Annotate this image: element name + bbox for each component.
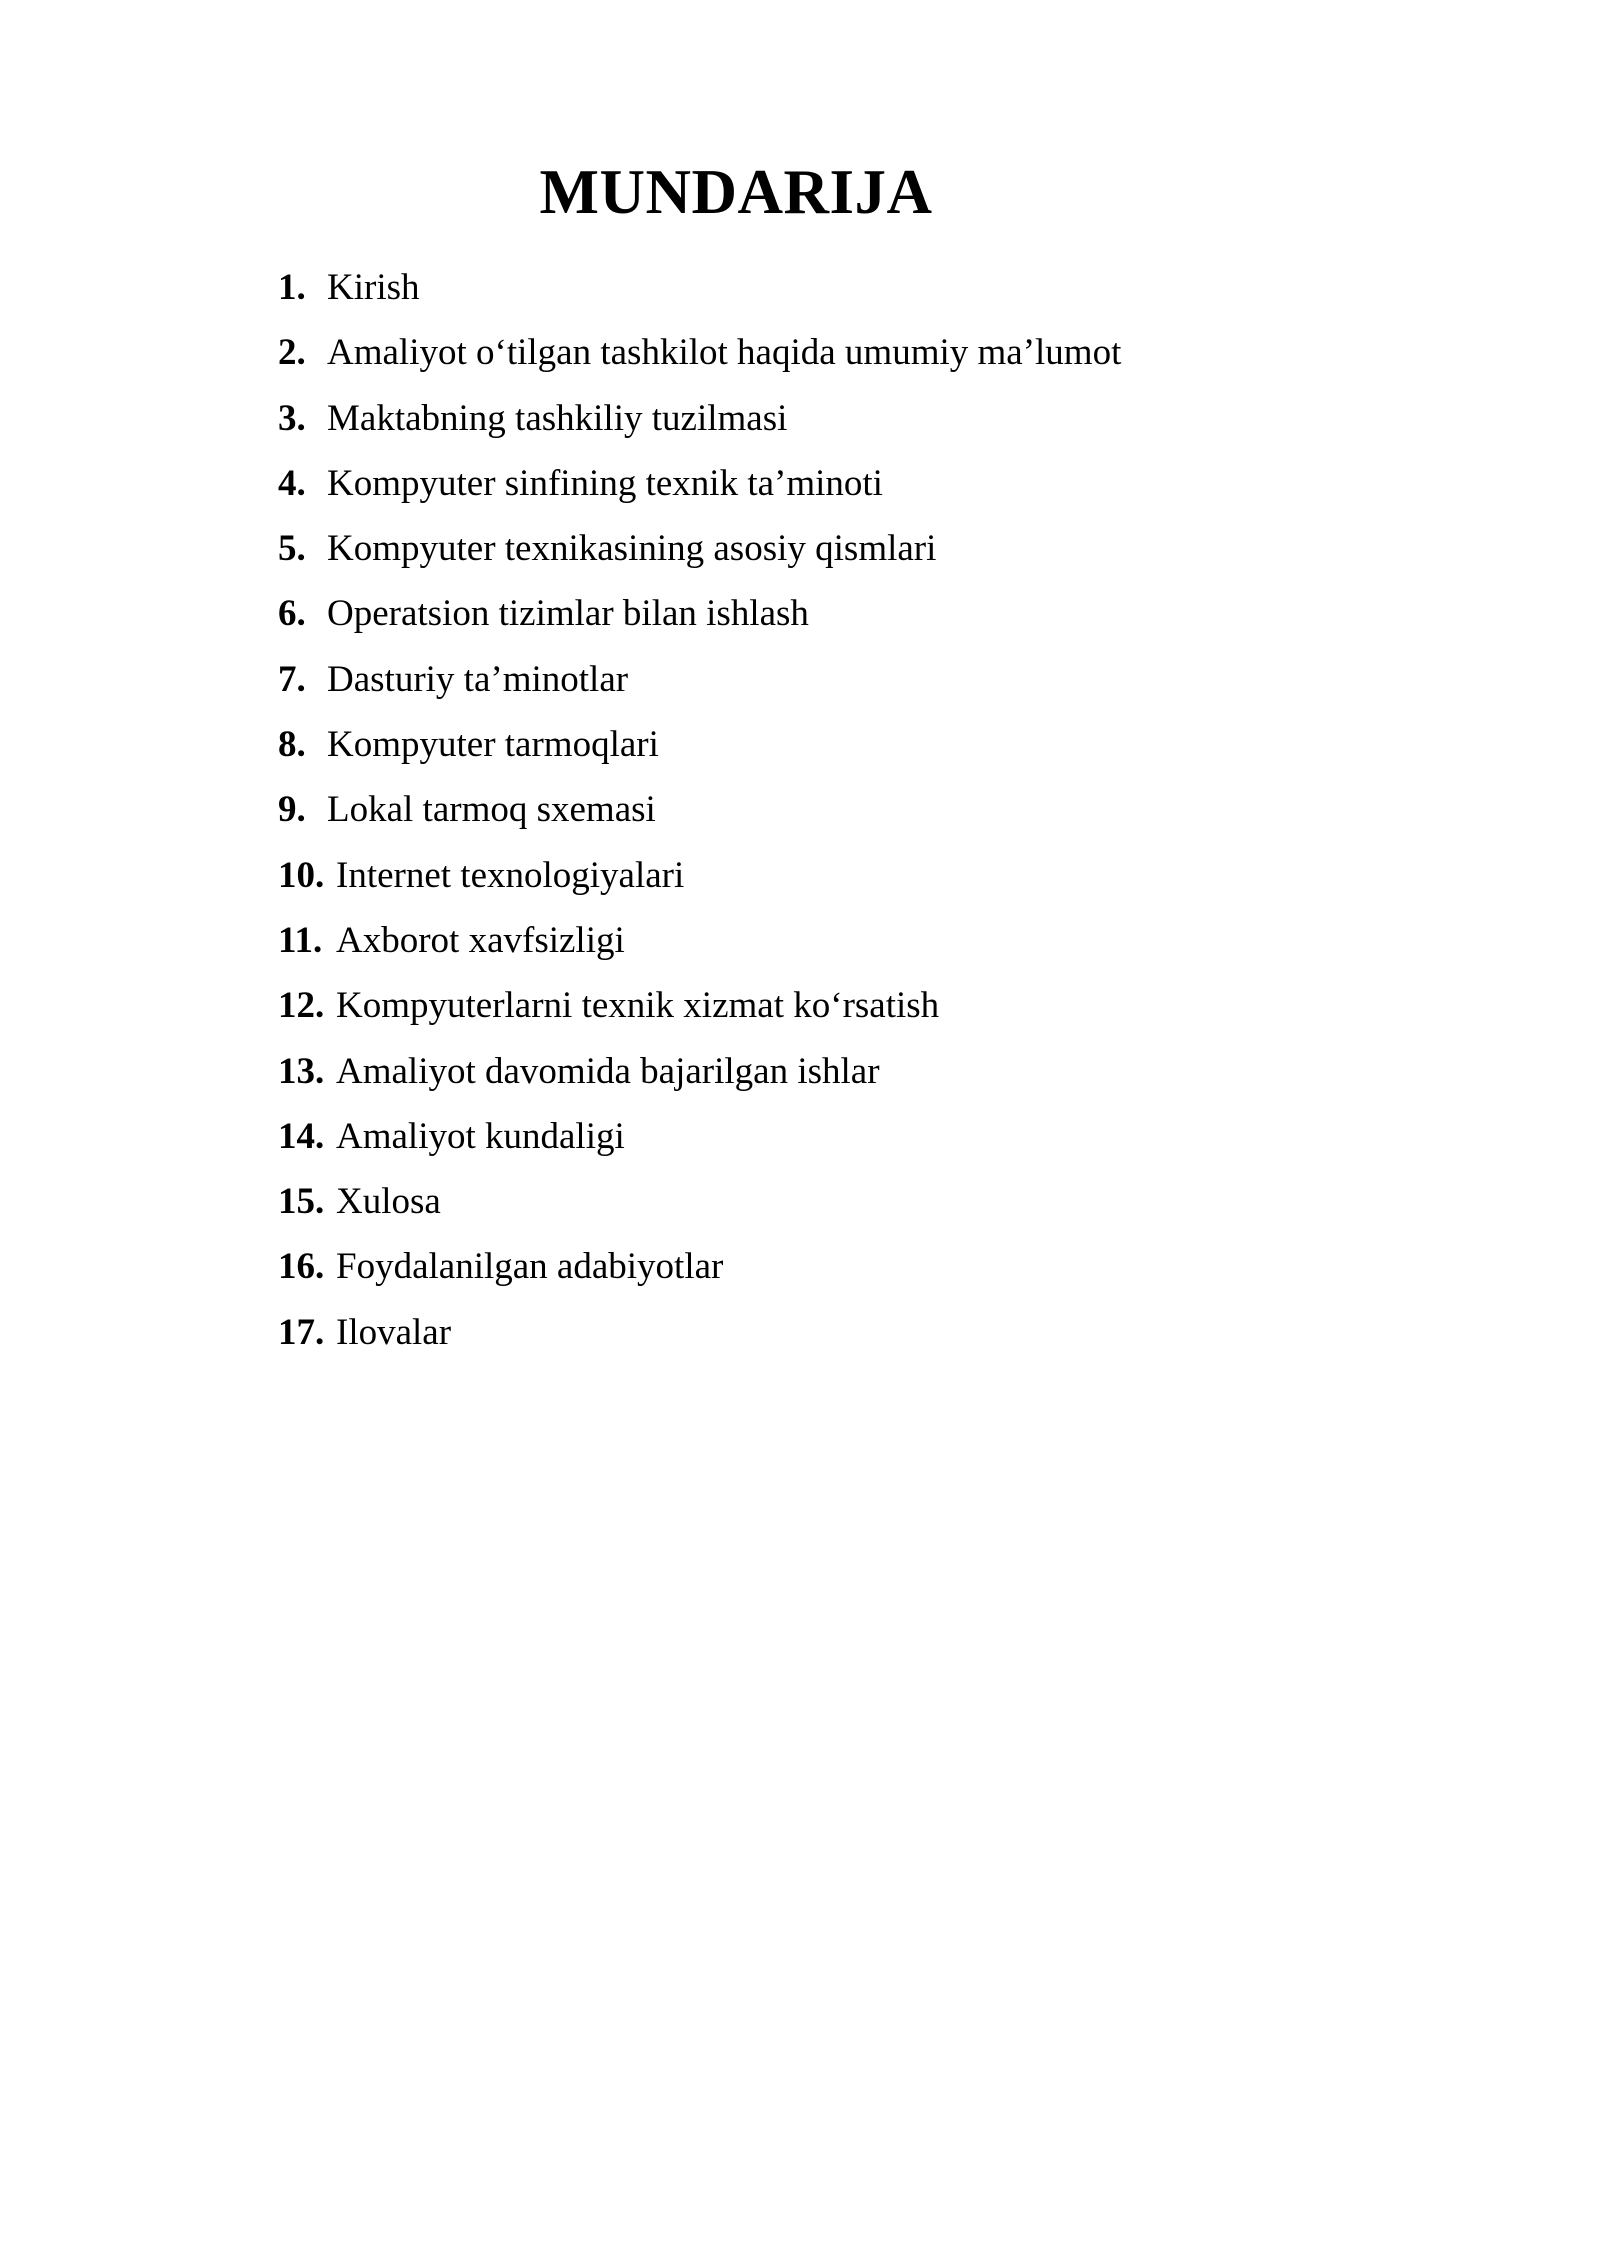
toc-item-number: 5. [278,528,306,570]
toc-item-label: Amaliyot o‘tilgan tashkilot haqida umumiy ma’lumot [327,332,1122,374]
toc-item [278,716,1121,781]
toc-item [278,1304,1121,1369]
toc-item-number: 17. [278,1311,325,1353]
toc-item [278,1238,1121,1303]
toc-item [278,390,1121,455]
toc-item [278,324,1121,389]
toc-item-number: 8. [278,724,306,766]
toc-item [278,651,1121,716]
toc-item-number: 13. [278,1050,325,1092]
toc-item-number: 15. [278,1181,325,1223]
toc-item [278,1173,1121,1238]
toc-item-number: 2. [278,332,306,374]
toc-item-label: Foydalanilgan adabiyotlar [336,1246,724,1288]
toc-item-label: Lokal tarmoq sxemasi [327,789,656,831]
toc-item-label: Ilovalar [336,1311,452,1353]
toc-item [278,259,1121,324]
toc-item-label: Xulosa [336,1181,441,1223]
toc-item-label: Maktabning tashkiliy tuzilmasi [327,397,788,439]
toc-item-label: Dasturiy ta’minotlar [327,658,629,700]
toc-item-number: 10. [278,854,325,896]
toc-item-label: Axborot xavfsizligi [336,919,625,961]
toc-item-number: 9. [278,789,306,831]
toc-item-number: 12. [278,985,325,1027]
toc-item [278,1043,1121,1108]
toc-item [278,977,1121,1042]
toc-item-number: 1. [278,267,306,308]
toc-item [278,455,1121,520]
toc-item-number: 6. [278,593,306,635]
toc-item-label: Kompyuter sinfining texnik ta’minoti [327,462,883,504]
toc-item-number: 16. [278,1246,325,1288]
toc-item-label: Kompyuter texnikasining asosiy qismlari [327,528,937,570]
toc-item-number: 4. [278,462,306,504]
toc-item-number: 11. [278,919,323,961]
toc-item [278,912,1121,977]
toc-item [278,520,1121,585]
toc-item-number: 14. [278,1115,325,1157]
toc-item [278,585,1121,650]
toc-item [278,781,1121,846]
toc-item [278,847,1121,912]
toc-item-label: Kompyuter tarmoqlari [327,724,659,766]
toc-item [278,1108,1121,1173]
toc-item-number: 3. [278,397,306,439]
table-of-contents [278,259,1121,1369]
toc-item-label: Amaliyot kundaligi [336,1115,625,1157]
toc-item-label: Operatsion tizimlar bilan ishlash [327,593,809,635]
toc-item-number: 7. [278,658,306,700]
page-title: MUNDARIJA [539,157,933,227]
toc-item-label: Kompyuterlarni texnik xizmat ko‘rsatish [336,985,940,1027]
toc-item-label: Internet texnologiyalari [336,854,685,896]
toc-item-label: Kirish [327,267,420,308]
toc-item-label: Amaliyot davomida bajarilgan ishlar [336,1050,880,1092]
